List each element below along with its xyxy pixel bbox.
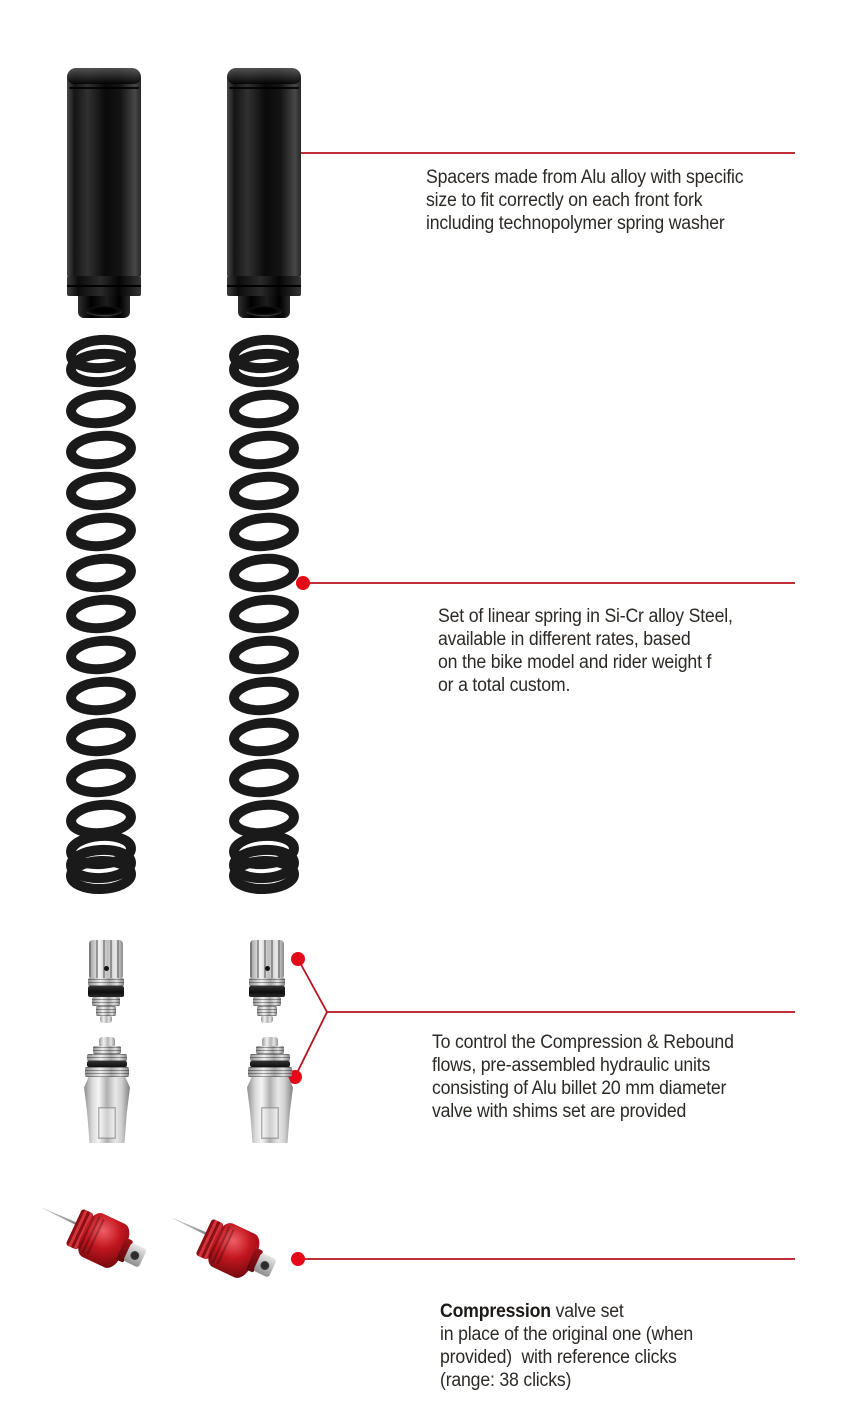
valve-disc bbox=[256, 1046, 284, 1054]
compression-valve-right bbox=[159, 1195, 285, 1295]
valve-shim-stack bbox=[248, 1067, 292, 1077]
rebound-unit-right bbox=[249, 940, 285, 1023]
note-line: valve with shims set are provided bbox=[432, 1101, 687, 1122]
note-line: (range: 38 clicks) bbox=[440, 1370, 572, 1391]
note-compression bbox=[440, 1300, 693, 1392]
rebound-disc-stack bbox=[253, 997, 281, 1006]
valve-hex-body bbox=[247, 1077, 293, 1143]
valve-disc bbox=[93, 1046, 121, 1054]
callout-dot-springs bbox=[296, 576, 310, 590]
spacer-flange bbox=[67, 276, 141, 296]
note-line: provided) with reference clicks bbox=[440, 1347, 677, 1368]
note-line: flows, pre-assembled hydraulic units bbox=[432, 1055, 711, 1076]
valve-cap bbox=[262, 1037, 278, 1046]
rebound-oring bbox=[88, 986, 124, 997]
rebound-nub bbox=[100, 1016, 112, 1023]
valve-hex-body bbox=[84, 1077, 130, 1143]
note-line: in place of the original one (when bbox=[440, 1324, 694, 1345]
rebound-unit-left bbox=[88, 940, 124, 1023]
compression-unit-right bbox=[247, 1037, 293, 1143]
callout-dot-hydraulic-top bbox=[291, 952, 305, 966]
valve-disc bbox=[87, 1054, 127, 1061]
note-hydraulic bbox=[432, 1031, 734, 1123]
note-line: or a total custom. bbox=[438, 675, 571, 696]
valve-shim-stack bbox=[85, 1067, 129, 1077]
spacer-body bbox=[67, 68, 141, 278]
note-line: size to fit correctly on each front fork bbox=[426, 190, 703, 211]
rebound-shim-stack bbox=[249, 978, 285, 986]
compression-valve-left bbox=[29, 1185, 155, 1285]
spacer-neck bbox=[238, 296, 290, 318]
note-bold-lead: Compression bbox=[440, 1301, 551, 1322]
valve-disc bbox=[250, 1054, 290, 1061]
note-line: including technopolymer spring washer bbox=[426, 213, 725, 234]
fork-spring-left bbox=[70, 338, 132, 890]
rebound-nub bbox=[261, 1016, 273, 1023]
rebound-shim-stack bbox=[88, 978, 124, 986]
compression-unit-left bbox=[84, 1037, 130, 1143]
spacer-flange bbox=[227, 276, 301, 296]
rebound-stem bbox=[96, 1006, 116, 1016]
note-line: consisting of Alu billet 20 mm diameter bbox=[432, 1078, 727, 1099]
rebound-oring bbox=[249, 986, 285, 997]
callout-vee-hydraulic bbox=[295, 959, 327, 1077]
valve-cap bbox=[99, 1037, 115, 1046]
note-line: To control the Compression & Rebound bbox=[432, 1032, 734, 1053]
rebound-slotted-cylinder bbox=[250, 940, 284, 978]
note-line: Set of linear spring in Si-Cr alloy Steel, bbox=[438, 606, 733, 627]
note-line: Spacers made from Alu alloy with specific bbox=[426, 167, 744, 188]
note-line bbox=[440, 1300, 693, 1323]
note-line: on the bike model and rider weight f bbox=[438, 652, 712, 673]
callout-dot-compression bbox=[291, 1252, 305, 1266]
fork-spacer-right bbox=[227, 68, 301, 318]
fork-spring-right bbox=[233, 338, 295, 890]
spacer-body bbox=[227, 68, 301, 278]
rebound-stem bbox=[257, 1006, 277, 1016]
note-line: available in different rates, based bbox=[438, 629, 691, 650]
fork-spacer-left bbox=[67, 68, 141, 318]
note-lead-rest: valve set bbox=[550, 1301, 624, 1322]
note-springs bbox=[438, 605, 733, 697]
rebound-slotted-cylinder bbox=[89, 940, 123, 978]
spacer-neck bbox=[78, 296, 130, 318]
note-spacers bbox=[426, 166, 743, 235]
rebound-disc-stack bbox=[92, 997, 120, 1006]
